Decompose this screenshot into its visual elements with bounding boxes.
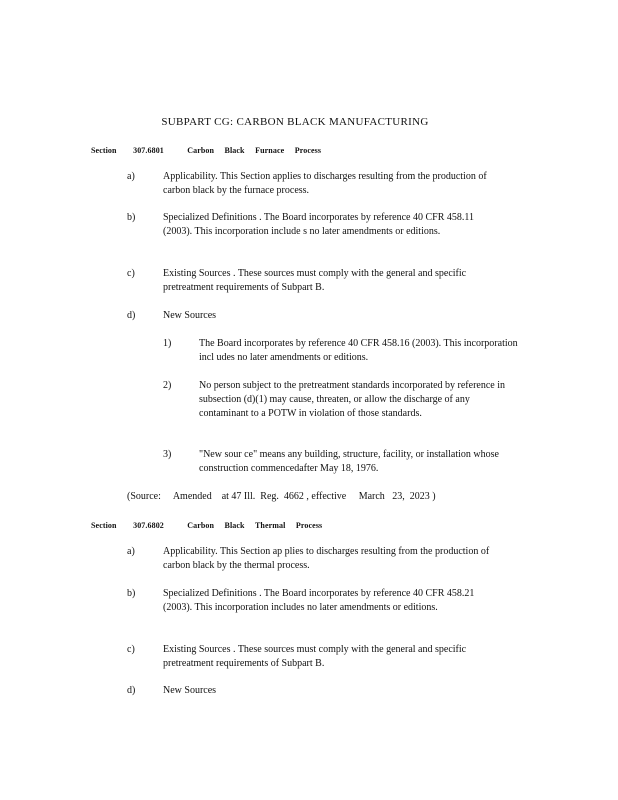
subparagraph-text: No person subject to the pretreatment standards incorporated by reference in subsection (d)(1) may cause, threaten, or allow the discharge of any contaminant to a POTW in violation of those standards. — [199, 380, 505, 419]
paragraph-label: c) — [127, 644, 135, 655]
paragraph-text: Applicability. This Section applies to discharges resulting from the production of carbon black by the furnace process. — [163, 171, 487, 196]
source-note: (Source: Amended at 47 Ill. Reg. 4662 , effective March 23, 2023 ) — [127, 491, 436, 502]
paragraph-text: New Sources — [163, 310, 217, 321]
paragraph-label: d) — [127, 685, 136, 696]
paragraph-text: Specialized Definitions . The Board incorporates by reference 40 CFR 458.21 (2003). This incorporation includes no later amendments or editions. — [163, 588, 475, 613]
section-heading-6801 — [91, 144, 321, 158]
section-number: 307.6801 — [133, 146, 164, 155]
section-heading-6802 — [91, 519, 322, 533]
paragraph-label: a) — [127, 546, 135, 557]
section-word: Section — [91, 146, 117, 155]
paragraph-label: b) — [127, 212, 136, 223]
section-name: Carbon Black Thermal Process — [187, 521, 323, 530]
subparagraph-label: 1) — [163, 338, 172, 349]
paragraph-label: d) — [127, 310, 136, 321]
paragraph-text: Applicability. This Section ap plies to discharges resulting from the production of carbon black by the thermal process. — [163, 546, 490, 571]
section-word: Section — [91, 521, 117, 530]
paragraph-text: Existing Sources . These sources must comply with the general and specific pretreatment requirements of Subpart B. — [163, 644, 467, 669]
subparagraph-label: 2) — [163, 380, 172, 391]
paragraph-label: b) — [127, 588, 136, 599]
paragraph-text: Existing Sources . These sources must comply with the general and specific pretreatment requirements of Subpart B. — [163, 268, 467, 293]
paragraph-label: a) — [127, 171, 135, 182]
subparagraph-text: "New sour ce" means any building, structure, facility, or installation whose construction commencedafter May 18, 1976. — [199, 449, 499, 474]
section-name: Carbon Black Furnace Process — [187, 146, 322, 155]
paragraph-label: c) — [127, 268, 135, 279]
subparagraph-text: The Board incorporates by reference 40 CFR 458.16 (2003). This incorporation incl udes no later amendments or editions. — [199, 338, 518, 363]
paragraph-text: New Sources — [163, 685, 217, 696]
section-number: 307.6802 — [133, 521, 164, 530]
subparagraph-label: 3) — [163, 449, 172, 460]
subpart-title: SUBPART CG: CARBON BLACK MANUFACTURING — [161, 116, 429, 128]
paragraph-text: Specialized Definitions . The Board incorporates by reference 40 CFR 458.11 (2003). This incorporation include s no later amendments or editions. — [163, 212, 475, 237]
